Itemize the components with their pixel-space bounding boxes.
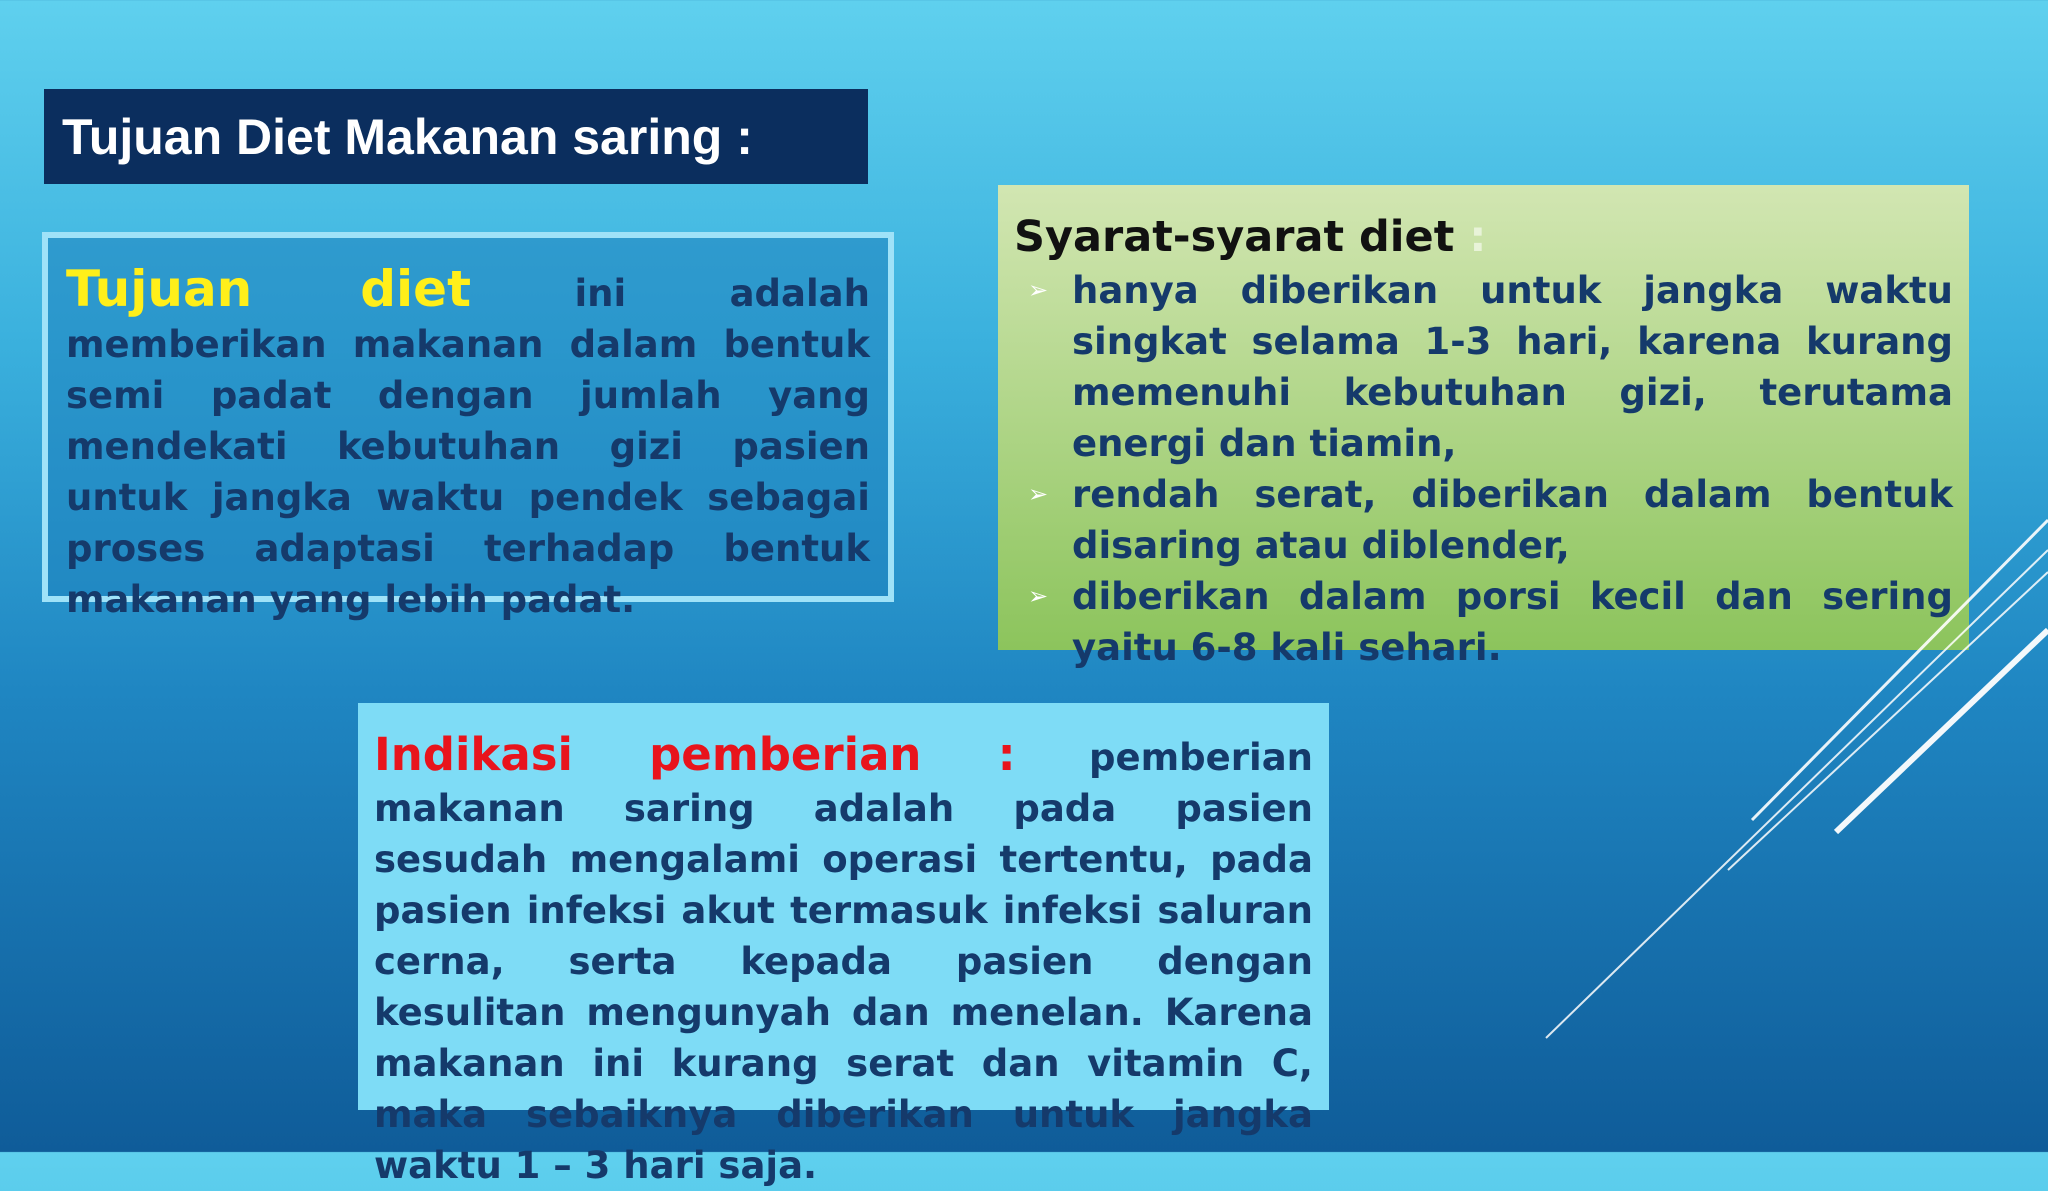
syarat-item-text: rendah serat, diberikan dalam bentuk disaring atau diblender, (1072, 473, 1953, 567)
syarat-heading-colon: : (1454, 212, 1487, 262)
arrow-bullet-icon: ➢ (1028, 480, 1049, 508)
tujuan-highlight: Tujuan diet (66, 260, 471, 318)
indikasi-text: pemberian makanan saring adalah pada pasien sesudah mengalami operasi tertentu, pada pasien infeksi akut termasuk infeksi saluran cerna, serta kepada pasien dengan kesulitan mengunyah dan menelan. Karena makanan ini kurang serat dan vitamin C, maka sebaiknya diberikan untuk jangka waktu 1 – 3 hari saja. (374, 736, 1313, 1187)
syarat-item-text: diberikan dalam porsi kecil dan sering yaitu 6-8 kali sehari. (1072, 575, 1953, 669)
slide-title: Tujuan Diet Makanan saring : (62, 108, 753, 165)
arrow-bullet-icon: ➢ (1028, 276, 1049, 304)
arrow-bullet-icon: ➢ (1028, 582, 1049, 610)
indikasi-highlight: Indikasi pemberian : (374, 728, 1016, 781)
tujuan-text: ini adalah memberikan makanan dalam bentuk semi padat dengan jumlah yang mendekati kebutuhan gizi pasien untuk jangka waktu pendek sebagai proses adaptasi terhadap bentuk makanan yang lebih padat. (66, 272, 870, 621)
syarat-item-text: hanya diberikan untuk jangka waktu singkat selama 1-3 hari, karena kurang memenuhi kebutuhan gizi, terutama energi dan tiamin, (1072, 269, 1953, 465)
syarat-heading-text: Syarat-syarat diet (1014, 212, 1455, 262)
